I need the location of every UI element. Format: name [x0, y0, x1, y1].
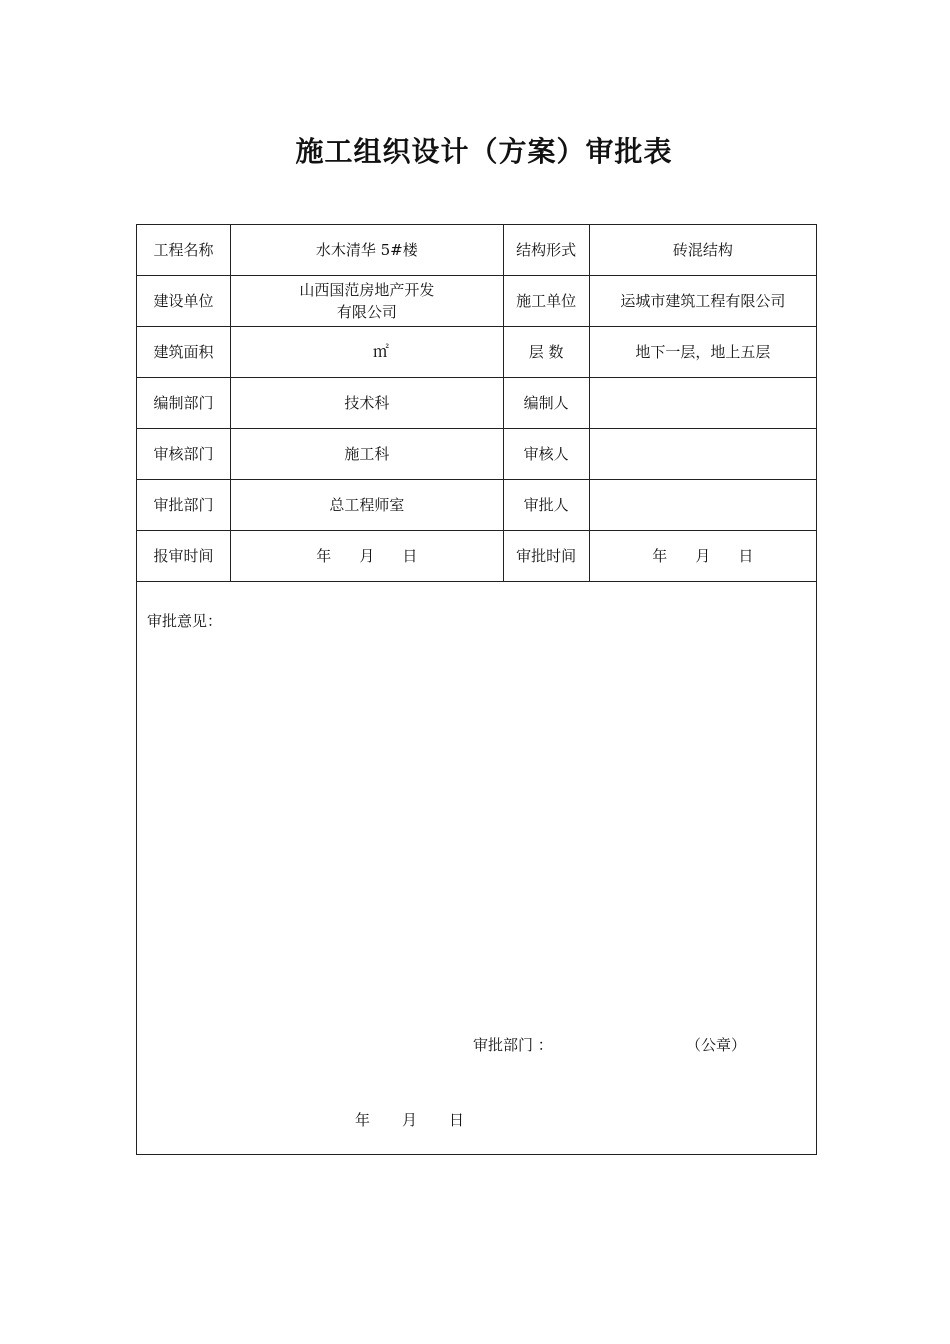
reviewer-value[interactable]: [589, 429, 816, 480]
table-row-time: [137, 531, 817, 582]
compiler-value[interactable]: [589, 378, 816, 429]
approve-time-label: 审批时间: [503, 531, 589, 582]
contractor-label: 施工单位: [503, 276, 589, 327]
approve-time-value[interactable]: [589, 531, 816, 582]
approve-year: 年: [652, 547, 668, 565]
table-row-builder: [137, 276, 817, 327]
table-row-review: [137, 429, 817, 480]
structure-type-value: 砖混结构: [589, 225, 816, 276]
compile-dept-label: 编制部门: [137, 378, 231, 429]
builder-label: 建设单位: [137, 276, 231, 327]
sign-date: [355, 1109, 496, 1131]
builder-value-line1: 山西国范房地产开发: [299, 281, 435, 299]
sign-day: 日: [449, 1111, 465, 1129]
project-name-label: 工程名称: [137, 225, 231, 276]
contractor-value: 运城市建筑工程有限公司: [589, 276, 816, 327]
floors-label: 层 数: [503, 327, 589, 378]
submit-day: 日: [402, 547, 418, 565]
project-name-value: 水木清华 5#楼: [231, 225, 503, 276]
opinion-label: 审批意见：: [147, 612, 223, 630]
reviewer-label: 审核人: [503, 429, 589, 480]
sign-year: 年: [355, 1111, 371, 1129]
approval-form-table: [136, 224, 817, 1155]
table-row-area: [137, 327, 817, 378]
opinion-cell[interactable]: [137, 582, 817, 1155]
page-title: 施工组织设计（方案）审批表: [295, 135, 673, 168]
submit-year: 年: [316, 547, 332, 565]
approve-day: 日: [738, 547, 754, 565]
approve-dept-value: 总工程师室: [231, 480, 503, 531]
table-row-approve: [137, 480, 817, 531]
compiler-label: 编制人: [503, 378, 589, 429]
approve-month: 月: [695, 547, 711, 565]
area-unit: ㎡: [372, 342, 389, 361]
approver-value[interactable]: [589, 480, 816, 531]
table-row-opinion: [137, 582, 817, 1155]
compile-dept-value: 技术科: [231, 378, 503, 429]
approver-label: 审批人: [503, 480, 589, 531]
area-value: [231, 327, 503, 378]
builder-value: [231, 276, 503, 327]
submit-time-value[interactable]: [231, 531, 503, 582]
review-dept-value: 施工科: [231, 429, 503, 480]
submit-time-label: 报审时间: [137, 531, 231, 582]
builder-value-line2: 有限公司: [336, 303, 397, 321]
table-row-project-name: [137, 225, 817, 276]
opinion-dept-label: 审批部门 ：: [473, 1036, 553, 1054]
structure-type-label: 结构形式: [503, 225, 589, 276]
table-row-compile: [137, 378, 817, 429]
approve-dept-label: 审批部门: [137, 480, 231, 531]
sign-month: 月: [402, 1111, 418, 1129]
area-label: 建筑面积: [137, 327, 231, 378]
submit-month: 月: [359, 547, 375, 565]
floors-value: 地下一层，地上五层: [589, 327, 816, 378]
review-dept-label: 审核部门: [137, 429, 231, 480]
seal-label: （公章）: [686, 1036, 747, 1054]
